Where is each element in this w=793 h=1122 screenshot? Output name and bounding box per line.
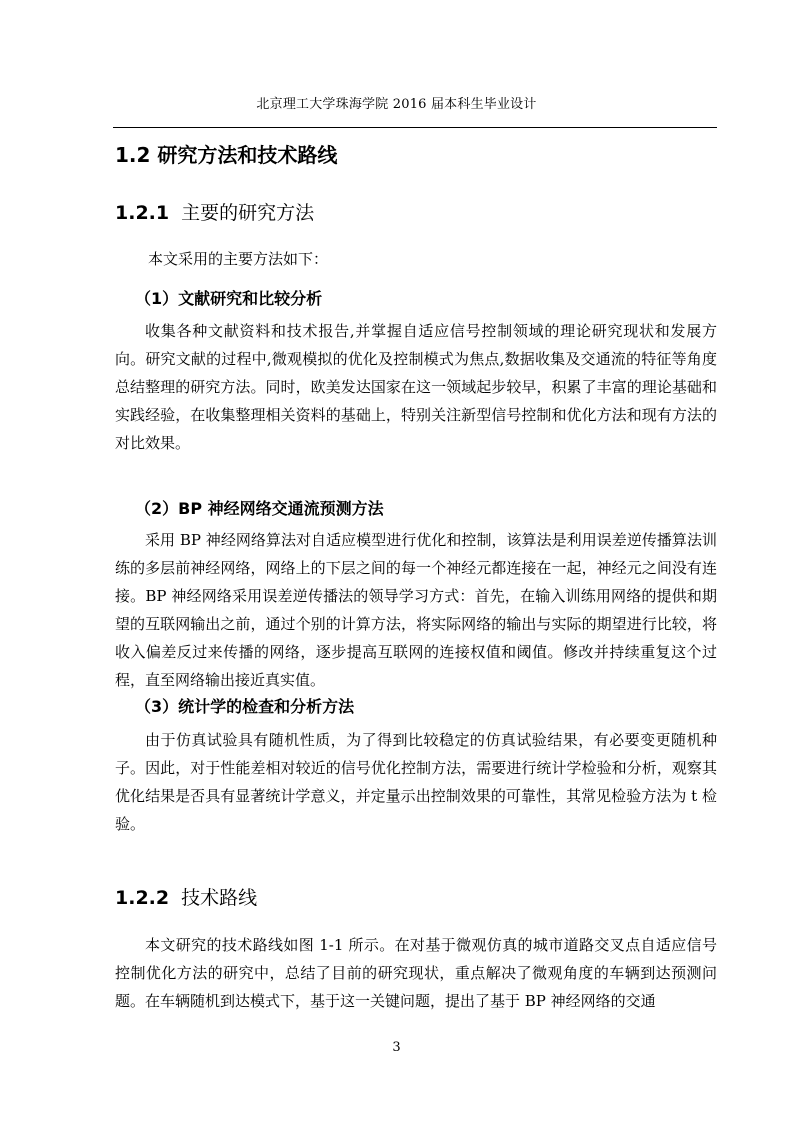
tech-route-body: 本文研究的技术路线如图 1-1 所示。在对基于微观仿真的城市道路交叉点自适应信号控制优化方法的研究中，总结了目前的研究现状，重点解决了微观角度的车辆到达预测问题。在车辆随机到达模式下，基于这一关键问题，提出了基于 BP 神经网络的交通: [115, 936, 717, 1010]
method-body-3: 由于仿真试验具有随机性质，为了得到比较稳定的仿真试验结果，有必要变更随机种子。因此，对于性能差相对较近的信号优化控制方法，需要进行统计学检验和分析，观察其优化结果是否具有显著统计学意义，并定量示出控制效果的可靠性，其常见检验方法为 t 检验。: [115, 731, 717, 833]
running-header: 北京理工大学珠海学院 2016 届本科生毕业设计: [256, 97, 537, 112]
method-body-1: 收集各种文献资料和技术报告,并掌握自适应信号控制领域的理论研究现状和发展方向。研究文献的过程中,微观模拟的优化及控制模式为焦点,数据收集及交通流的特征等角度总结整理的研究方法。同时，欧美发达国家在这一领域起步较早，积累了丰富的理论基础和实践经验，在收集整理相关资料的基础上，特别关注新型信号控制和优化方法和现有方法的对比效果。: [115, 322, 717, 452]
subsection-number: 1.2.2: [115, 887, 170, 909]
method-heading-3: （3）统计学的检查和分析方法: [135, 697, 355, 716]
method-heading-1: （1）文献研究和比较分析: [135, 289, 323, 308]
subsection-title: 主要的研究方法: [181, 202, 315, 224]
intro-paragraph: 本文采用的主要方法如下：: [148, 250, 329, 268]
header-rule: [113, 127, 717, 128]
method-body-2: 采用 BP 神经网络算法对自适应模型进行优化和控制，该算法是利用误差逆传播算法训练的多层前神经网络，网络上的下层之间的每一个神经元都连接在一起，神经元之间没有连接。BP 神经网络采用误差逆传播法的领导学习方式：首先，在输入训练用网络的提供和期望的互联网输出之前，通过个别的计算方法，将实际网络的输出与实际的期望进行比较，将收入偏差反过来传播的网络，逐步提高互联网的连接权值和阈值。修改并持续重复这个过程，直至网络输出接近真实值。: [115, 531, 717, 689]
subsection-heading-1: [115, 198, 314, 225]
section-title: 1.2 研究方法和技术路线: [115, 143, 338, 167]
method-heading-2: （2）BP 神经网络交通流预测方法: [135, 499, 384, 518]
subsection-heading-2: [115, 883, 257, 910]
subsection-title: 技术路线: [181, 887, 258, 909]
page-number: 3: [392, 1040, 401, 1055]
subsection-number: 1.2.1: [115, 202, 170, 224]
